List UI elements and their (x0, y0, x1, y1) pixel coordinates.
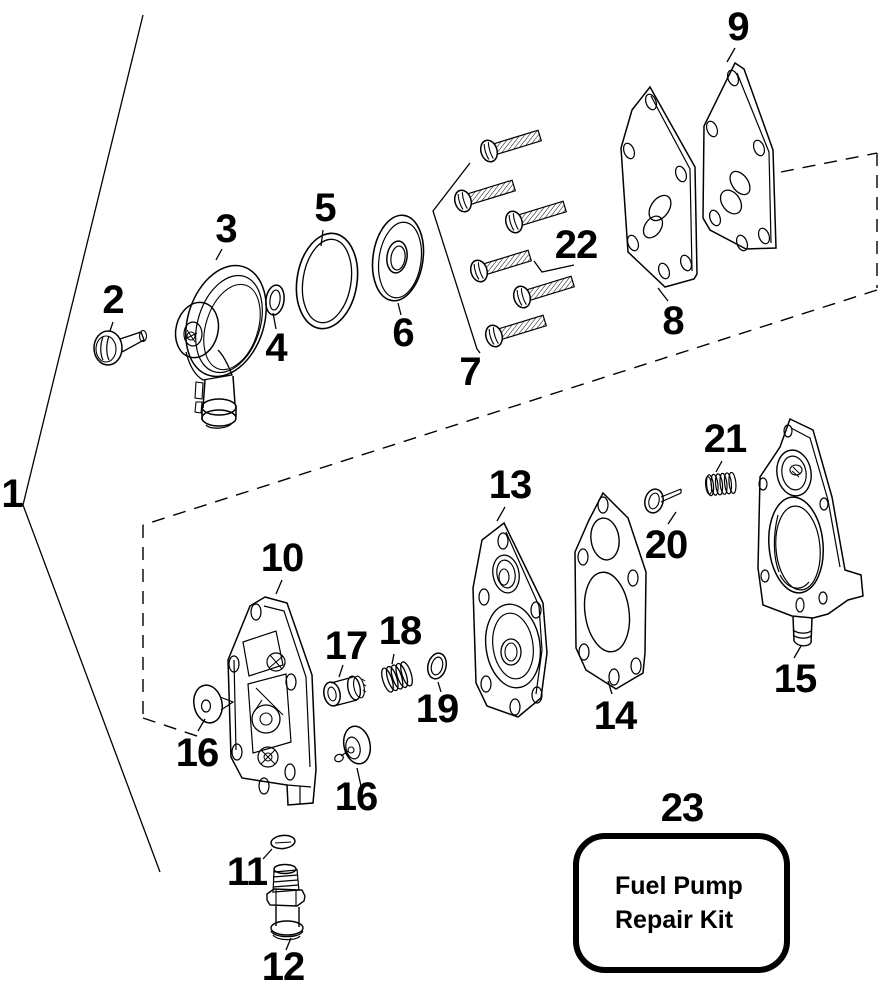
callout-21: 21 (703, 417, 747, 461)
part-14-gasket (575, 493, 646, 689)
part-16-valve-disc-right (333, 724, 373, 767)
part-2-cover-screw (94, 331, 147, 366)
callout-12: 12 (261, 945, 305, 989)
callout-4: 4 (265, 326, 287, 370)
part-9-gasket (703, 63, 776, 252)
fuel-pump-repair-kit-box (573, 833, 790, 973)
kit-box-line2: Repair Kit (615, 906, 734, 934)
part-11-o-ring (270, 834, 295, 849)
callout-18: 18 (378, 609, 422, 653)
assembly-bracket (23, 15, 160, 872)
callout-19: 19 (415, 687, 459, 731)
part-5-large-o-ring (290, 229, 364, 333)
part-3-pump-cover (170, 255, 280, 428)
part-17-plunger (322, 675, 366, 707)
part-10-pump-body (228, 597, 316, 805)
part-4-small-o-ring (264, 284, 286, 316)
callout-2: 2 (102, 278, 124, 322)
part-8-gasket (621, 87, 697, 287)
callout-7: 7 (459, 350, 481, 394)
callout-17: 17 (324, 624, 368, 668)
callout-3: 3 (215, 207, 237, 251)
callout-10: 10 (260, 536, 304, 580)
part-20-check-valve (642, 487, 681, 515)
part-6-washer (367, 212, 428, 304)
callout-5: 5 (314, 186, 336, 230)
part-13-diaphragm (473, 523, 547, 717)
callout-23: 23 (660, 786, 704, 830)
callout-14: 14 (593, 694, 637, 738)
part-18-spring (379, 661, 414, 694)
kit-box-line1: Fuel Pump (615, 872, 743, 900)
callout-13: 13 (488, 463, 532, 507)
part-21-spring (704, 472, 736, 496)
callout-16b: 16 (334, 775, 378, 819)
callout-6: 6 (392, 311, 414, 355)
callout-9: 9 (727, 5, 749, 49)
callout-16a: 16 (175, 731, 219, 775)
part-16-valve-disc-left (190, 683, 233, 726)
part-15-pump-base (758, 419, 863, 646)
callout-22: 22 (554, 223, 598, 267)
kit-boundary-dashed (143, 153, 877, 737)
callout-8: 8 (662, 299, 684, 343)
callout-20: 20 (644, 523, 688, 567)
part-19-retaining-ring (425, 651, 449, 681)
callout-1: 1 (1, 472, 23, 516)
callout-11: 11 (226, 850, 268, 894)
callout-15: 15 (773, 657, 817, 701)
part-12-fitting (267, 865, 305, 940)
